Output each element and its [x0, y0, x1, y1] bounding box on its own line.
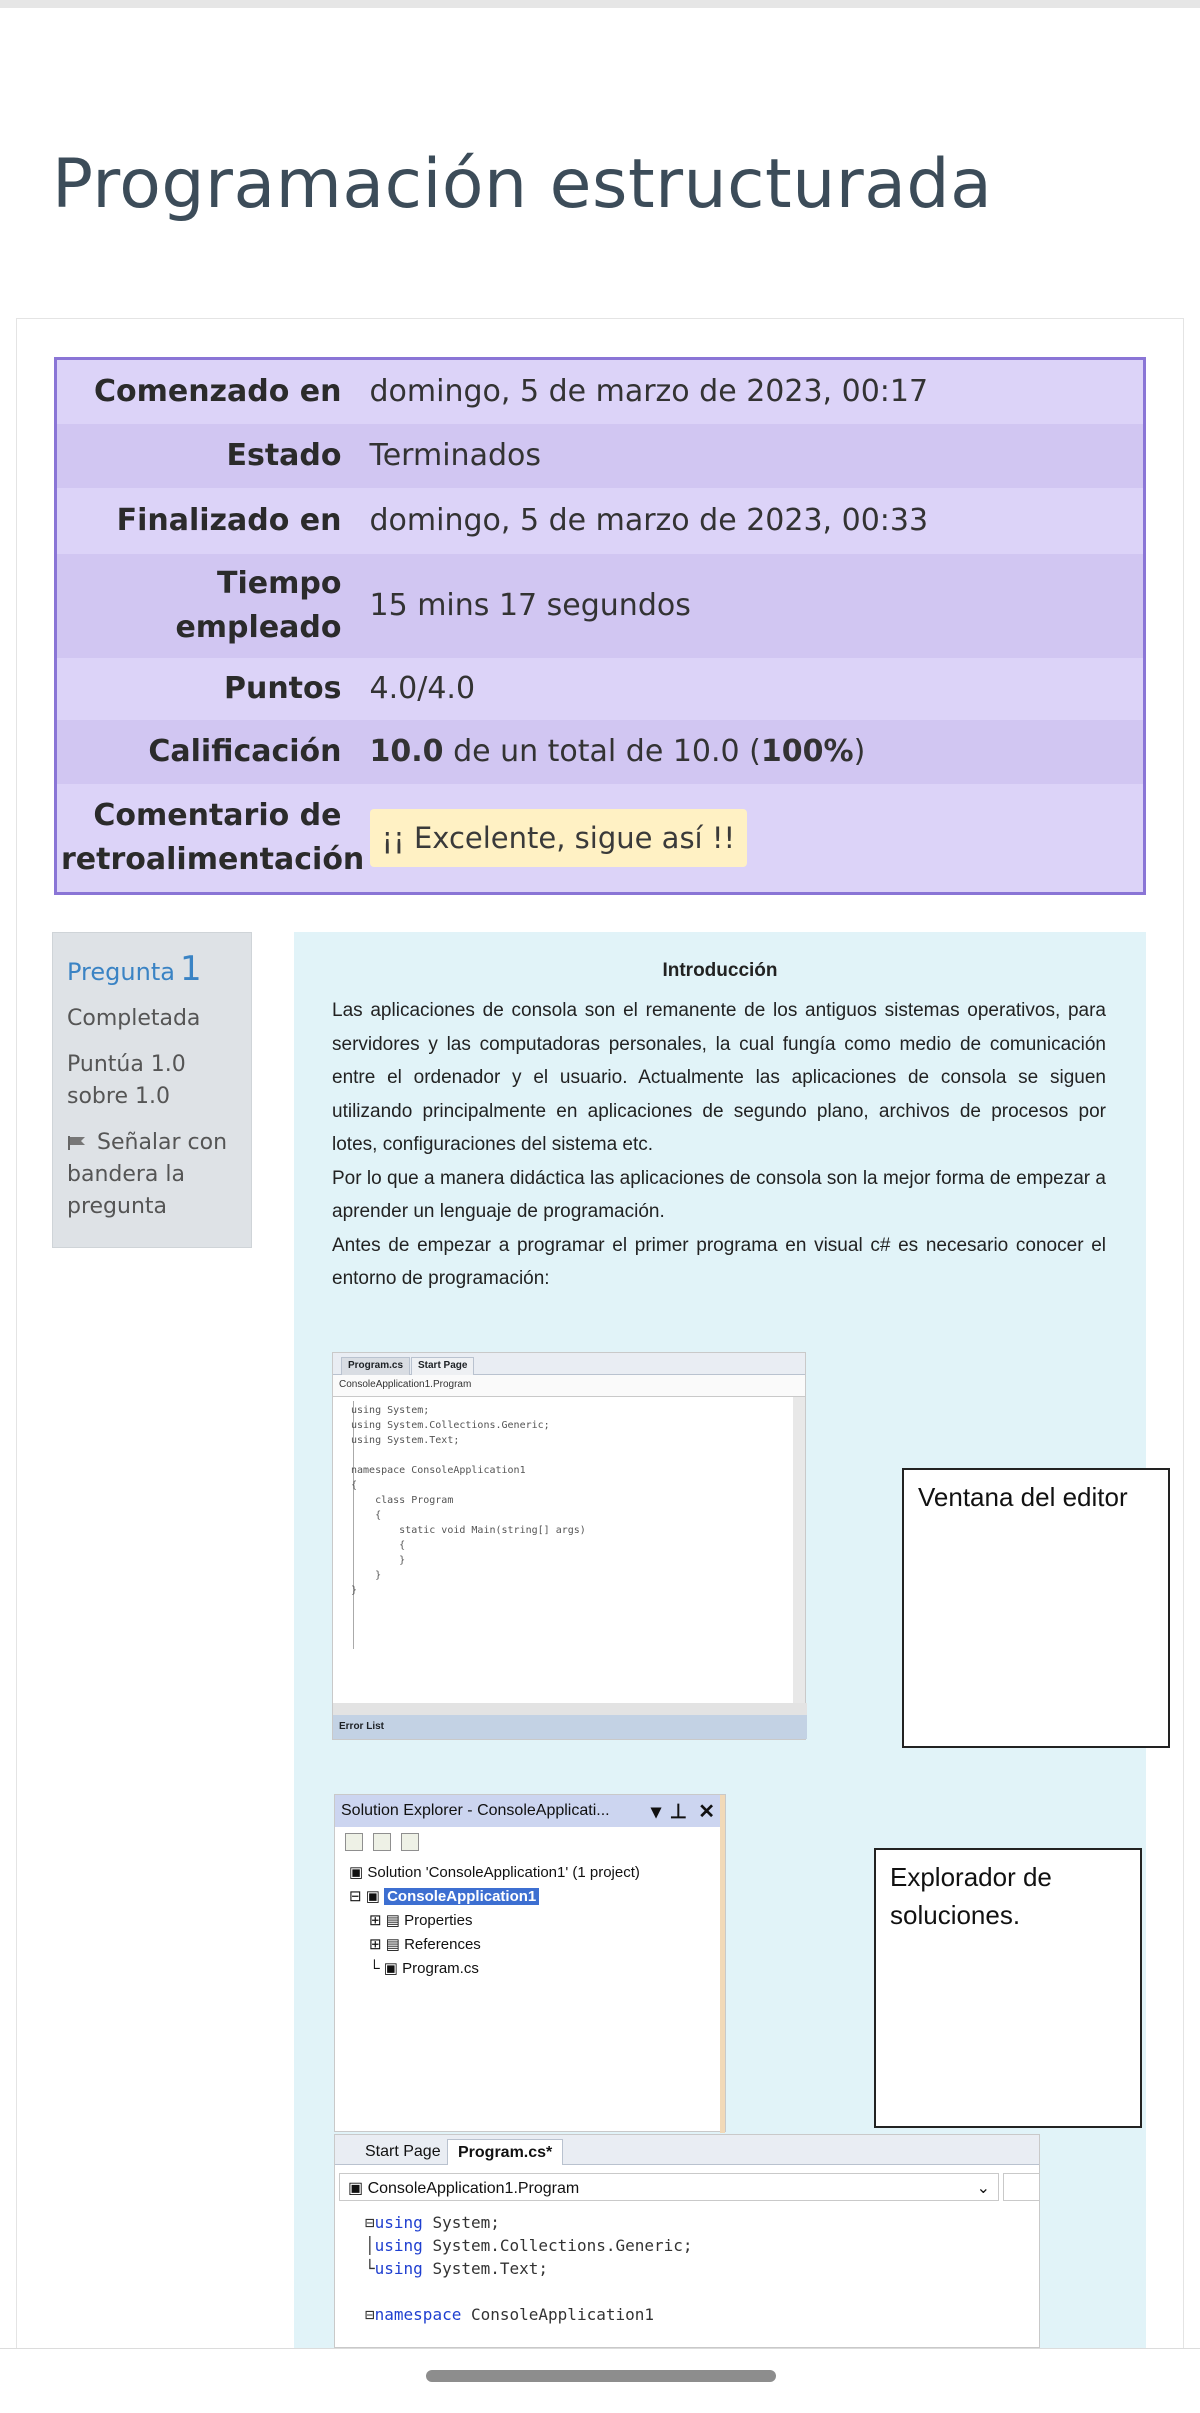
close-icon: ✕: [698, 1801, 715, 1823]
error-list-bar: Error List: [333, 1715, 807, 1739]
editor-tab: Start Page: [411, 1357, 474, 1375]
summary-row-time: [56, 554, 1145, 658]
solution-explorer-screenshot: [334, 1794, 726, 2132]
code-tab-active: Program.cs*: [447, 2139, 563, 2165]
tree-project: ⊟ ▣ ConsoleApplication1: [349, 1885, 711, 1909]
summary-row-state: [56, 424, 1145, 488]
question-number: [67, 949, 237, 989]
summary-label: Comentario de retroalimentación: [61, 797, 365, 877]
summary-value: domingo, 5 de marzo de 2023, 00:33: [369, 503, 929, 538]
solution-tree: [335, 1857, 725, 1985]
code-line: [365, 2280, 693, 2303]
summary-value: [356, 784, 1145, 894]
summary-row-points: [56, 658, 1145, 720]
tree-item: ⊞ ▤ Properties: [369, 1912, 473, 1929]
properties-icon: [345, 1833, 363, 1851]
intro-text: [332, 994, 1106, 1296]
explorer-title: Solution Explorer - ConsoleApplicati...: [341, 1802, 610, 1819]
flag-label: Señalar con bandera la pregunta: [67, 1130, 228, 1219]
summary-value: domingo, 5 de marzo de 2023, 00:17: [369, 374, 929, 410]
question-info: [52, 932, 252, 1248]
summary-value: [356, 720, 1145, 784]
grade-close: ): [853, 734, 866, 769]
top-divider: [0, 0, 1200, 8]
summary-label: Tiempo empleado: [175, 565, 342, 645]
grade-total: de un total de 10.0 (: [443, 734, 761, 769]
code-tab: Start Page: [365, 2143, 441, 2160]
summary-row-feedback: [56, 784, 1145, 894]
callout-explorer: Explorador de soluciones.: [874, 1848, 1142, 2128]
code-line: └using System.Text;: [365, 2259, 549, 2278]
editor-code: using System; using System.Collections.Generic; using System.Text; namespace ConsoleApplication1 { class Program { static void Main(string[] args) { } } }: [351, 1405, 586, 1596]
quiz-summary-table: [54, 357, 1146, 895]
summary-row-grade: [56, 720, 1145, 784]
editor-tab: Program.cs: [341, 1357, 410, 1375]
summary-value: Terminados: [369, 438, 541, 473]
flag-question-link[interactable]: [67, 1127, 237, 1223]
summary-value: 15 mins 17 segundos: [369, 588, 691, 623]
intro-paragraph: Las aplicaciones de consola son el remanente de los antiguos sistemas operativos, para servidores y las computadoras personales, la cual fungía como medio de comunicación entre el ordenador y el usuario. Actualmente las aplicaciones de consola se siguen utilizando principalmente en aplicaciones de segundo plano, archivos de procesos por lotes, configuraciones del sistema etc.: [332, 1000, 1106, 1155]
editor-scrollbar: [333, 1703, 807, 1715]
grade-percent: 100%: [760, 734, 854, 769]
tree-item: └ ▣ Program.cs: [369, 1960, 479, 1977]
code-line: ⊟namespace ConsoleApplication1: [365, 2305, 654, 2324]
summary-label: Puntos: [223, 670, 342, 706]
code-line: ⊟using System;: [365, 2213, 500, 2232]
dropdown-icon: ▾: [650, 1801, 661, 1823]
summary-row-started: [56, 359, 1145, 424]
editor-combo: ConsoleApplication1.Program: [333, 1375, 805, 1397]
tree-item: ⊞ ▤ References: [369, 1936, 481, 1953]
code-block: [365, 2211, 693, 2326]
flag-icon: [67, 1135, 89, 1151]
summary-row-finished: [56, 488, 1145, 554]
grade-score: 10.0: [369, 734, 444, 769]
question-number-value: 1: [180, 949, 202, 989]
intro-paragraph: Antes de empezar a programar el primer programa en visual c# es necesario conocer el entorno de programación:: [332, 1234, 1106, 1289]
home-indicator[interactable]: [426, 2370, 776, 2382]
question-grade: Puntúa 1.0 sobre 1.0: [67, 1052, 186, 1109]
summary-label: Estado: [226, 437, 342, 473]
question-state: Completada: [67, 1006, 201, 1031]
show-files-icon: [373, 1833, 391, 1851]
intro-title: Introducción: [662, 960, 778, 981]
editor-scrollbar: [793, 1397, 805, 1715]
page-title: Programación estructurada: [52, 145, 993, 224]
callout-editor: Ventana del editor: [902, 1468, 1170, 1748]
summary-label: Finalizado en: [116, 502, 342, 538]
refresh-icon: [401, 1833, 419, 1851]
question-label: Pregunta: [67, 958, 175, 986]
summary-value: 4.0/4.0: [369, 671, 476, 706]
summary-label: Comenzado en: [93, 373, 342, 409]
intro-paragraph: Por lo que a manera didáctica las aplicaciones de consola son la mejor forma de empezar a aprender un lenguaje de programación.: [332, 1167, 1106, 1222]
tree-solution: ▣ Solution 'ConsoleApplication1' (1 project): [349, 1864, 640, 1881]
code-line: │using System.Collections.Generic;: [365, 2236, 693, 2255]
chevron-down-icon: ⌄: [976, 2180, 990, 2197]
feedback-badge: ¡¡ Excelente, sigue así !!: [370, 809, 748, 867]
editor-screenshot: [332, 1352, 806, 1740]
pin-icon: ⊥: [669, 1801, 687, 1823]
code-combo: ▣ ConsoleApplication1.Program ⌄: [339, 2173, 999, 2201]
code-editor-screenshot: [334, 2134, 1040, 2348]
summary-label: Calificación: [148, 733, 342, 769]
